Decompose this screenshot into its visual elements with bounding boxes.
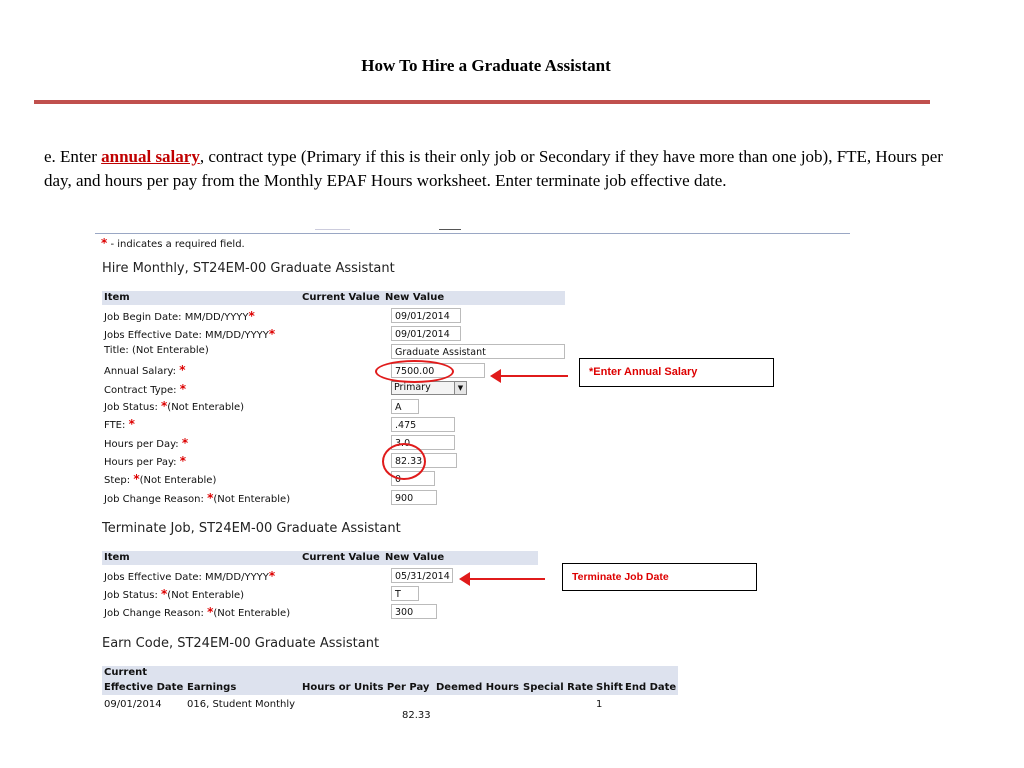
label-suffix: (Not Enterable) <box>213 494 291 505</box>
field-label <box>104 382 186 396</box>
terminate-change-reason-field: 300 <box>391 604 437 619</box>
instruction-prefix: e. Enter <box>44 147 102 166</box>
field-label <box>104 363 185 377</box>
earn-col: Shift <box>596 682 623 693</box>
field-label <box>104 309 255 323</box>
hours-per-pay-highlight <box>382 443 426 480</box>
earn-col: Hours or Units Per Pay <box>302 682 430 693</box>
salary-arrow <box>492 375 568 377</box>
label-suffix: (Not Enterable) <box>167 402 245 413</box>
required-asterisk: * <box>179 363 186 377</box>
earn-col: Earnings <box>187 682 237 693</box>
label-text: Job Status: <box>104 590 158 601</box>
field-label <box>104 587 244 601</box>
earn-hours: 82.33 <box>402 710 431 721</box>
field-label <box>104 417 135 431</box>
field-label <box>104 472 216 486</box>
screenshot-top-border <box>95 233 850 234</box>
label-text: FTE: <box>104 420 126 431</box>
field-label <box>104 399 244 413</box>
required-asterisk: * <box>161 399 168 413</box>
jobs-effective-date-input[interactable]: 09/01/2014 <box>391 326 461 341</box>
label-text: Job Begin Date: MM/DD/YYYY <box>104 312 249 323</box>
label-suffix: (Not Enterable) <box>167 590 245 601</box>
label-suffix: (Not Enterable) <box>213 608 291 619</box>
required-asterisk: * <box>179 454 187 468</box>
earn-shift: 1 <box>596 699 603 710</box>
label-text: Hours per Day: <box>104 439 179 450</box>
job-begin-date-input[interactable]: 09/01/2014 <box>391 308 461 323</box>
label-text: Hours per Pay: <box>104 457 177 468</box>
terminate-col-new: New Value <box>385 552 445 563</box>
label-text: Annual Salary: <box>104 366 176 377</box>
required-asterisk: * <box>207 605 214 619</box>
annual-salary-input[interactable]: 7500.00 <box>391 363 485 378</box>
hours-per-day-input[interactable]: 3.0 <box>391 435 455 450</box>
label-text: Job Status: <box>104 402 158 413</box>
step-field: 0 <box>391 471 435 486</box>
epaf-screenshot <box>95 229 851 729</box>
label-suffix: (Not Enterable) <box>139 475 217 486</box>
earn-effective-date: 09/01/2014 <box>104 699 162 710</box>
hire-section-heading: Hire Monthly, ST24EM-00 Graduate Assistant <box>102 261 395 276</box>
earn-col: Special Rate <box>523 682 594 693</box>
terminate-job-status-field: T <box>391 586 419 601</box>
required-asterisk: * <box>207 491 214 505</box>
required-asterisk: * <box>248 309 255 323</box>
required-asterisk: * <box>268 569 276 583</box>
terminate-arrow <box>461 578 545 580</box>
label-text: Job Change Reason: <box>104 494 204 505</box>
job-change-reason-field: 900 <box>391 490 437 505</box>
screenshot-tab-line <box>439 229 461 230</box>
required-asterisk: * <box>161 587 168 601</box>
label-text: Jobs Effective Date: MM/DD/YYYY <box>104 572 269 583</box>
earn-section-heading: Earn Code, ST24EM-00 Graduate Assistant <box>102 636 380 651</box>
annual-salary-callout: *Enter Annual Salary <box>579 358 774 387</box>
hire-col-current: Current Value <box>302 292 380 303</box>
hours-per-pay-input[interactable]: 82.33 <box>391 453 457 468</box>
required-note <box>101 236 245 250</box>
dropdown-arrow-icon[interactable]: ▼ <box>454 382 466 394</box>
label-text: Step: <box>104 475 131 486</box>
label-text: Contract Type: <box>104 385 177 396</box>
terminate-section-heading: Terminate Job, ST24EM-00 Graduate Assistant <box>102 521 401 536</box>
terminate-col-item: Item <box>104 552 130 563</box>
screenshot-tab-line <box>315 229 350 230</box>
required-note-text: - indicates a required field. <box>110 239 245 250</box>
required-asterisk: * <box>181 436 189 450</box>
label-text: Job Change Reason: <box>104 608 204 619</box>
earn-current-label: Current <box>104 667 148 678</box>
field-label <box>104 327 275 341</box>
field-label <box>104 436 188 450</box>
required-asterisk: * <box>101 236 108 250</box>
required-asterisk: * <box>133 472 140 486</box>
contract-type-select[interactable] <box>391 381 467 395</box>
earn-col: Deemed Hours <box>436 682 519 693</box>
title-field: Graduate Assistant <box>391 344 565 359</box>
required-asterisk: * <box>128 417 135 431</box>
field-label <box>104 605 290 619</box>
label-text: Jobs Effective Date: MM/DD/YYYY <box>104 330 269 341</box>
field-label <box>104 491 290 505</box>
required-asterisk: * <box>268 327 276 341</box>
title-divider <box>34 100 930 104</box>
hire-col-new: New Value <box>385 292 445 303</box>
fte-input[interactable]: .475 <box>391 417 455 432</box>
field-label: Title: (Not Enterable) <box>104 345 209 356</box>
terminate-col-current: Current Value <box>302 552 380 563</box>
instruction-emphasis: annual salary <box>101 147 200 166</box>
job-status-field: A <box>391 399 419 414</box>
terminate-callout: Terminate Job Date <box>562 563 757 591</box>
contract-type-value: Primary <box>394 382 431 393</box>
instruction-text <box>44 145 944 192</box>
earn-earnings: 016, Student Monthly <box>187 699 296 710</box>
terminate-effective-date-input[interactable]: 05/31/2014 <box>391 568 453 583</box>
hire-col-item: Item <box>104 292 130 303</box>
required-asterisk: * <box>179 382 187 396</box>
instruction-suffix: , contract type (Primary if this is their only job or Secondary if they have more than one job), FTE, Hours per day, and hours per pay from the Monthly EPAF Hours worksheet. Enter terminate job effective date. <box>44 147 943 190</box>
earn-col: Effective Date <box>104 682 184 693</box>
page-title: How To Hire a Graduate Assistant <box>361 56 611 75</box>
earn-col: End Date <box>625 682 677 693</box>
field-label <box>104 569 275 583</box>
field-label <box>104 454 186 468</box>
annual-salary-highlight <box>375 360 454 383</box>
